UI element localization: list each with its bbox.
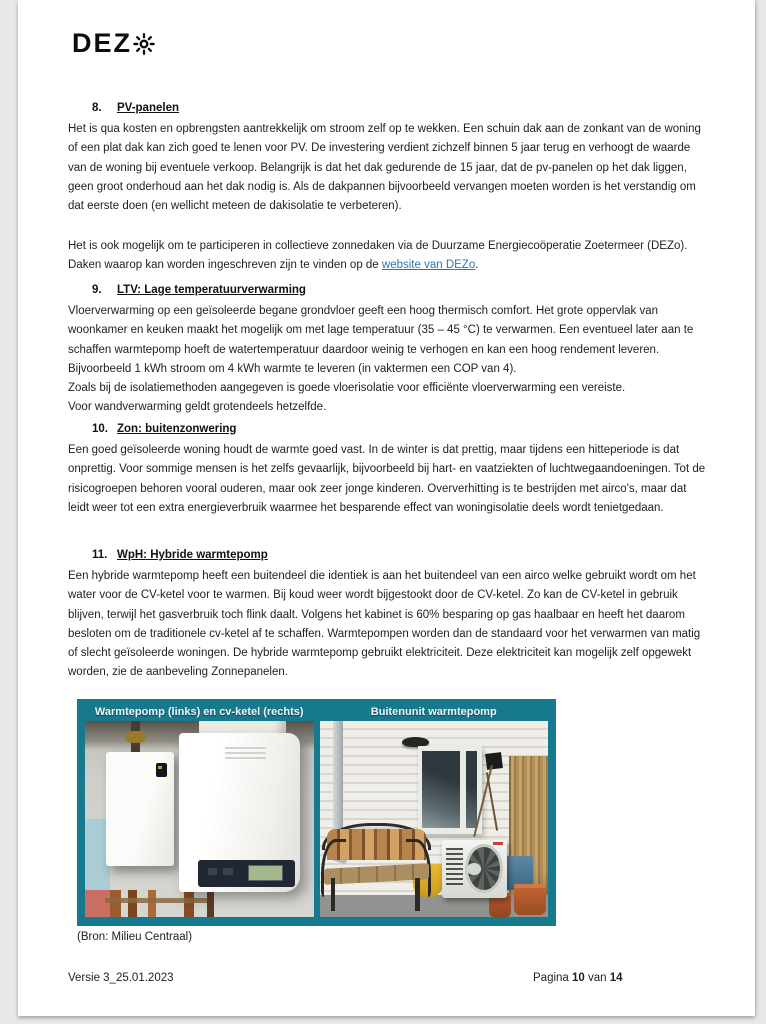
footer-page-current: 10 (572, 972, 585, 984)
figure-warmtepomp (77, 699, 556, 926)
section-heading-ltv (68, 281, 708, 300)
section-number: 10. (92, 423, 108, 435)
section-number: 9. (92, 284, 102, 296)
photo-shape (225, 747, 266, 761)
photo-shape (486, 772, 498, 830)
logo-text: DEZ (72, 28, 132, 58)
paragraph-text: Een hybride warmtepomp heeft een buitendeel die identiek is aan het buitendeel van een airco welke gebruikt wordt om het water voor de CV-ketel voor te warmen. Bij koud weer wordt bijgestookt door de CV-ketel. Zo kan de CV-ketel in gebruik blijven, terwijl het gasverbruik toch flink daalt. Volgens het kabinet is 60% besparing op gas haalbaar en heeft het daarom besloten om de traditionele cv-ketel af te schaffen. Warmtepompen worden dan de standaard voor het verwarmen van matig of slecht geïsoleerde woningen. De hybride warmtepomp gebruikt elektriciteit. Deze elektriciteit kan mogelijk zelf opgewekt worden, zie de aanbeveling Zonnepanelen. (68, 570, 701, 679)
section-warmtepomp-paragraph (68, 567, 708, 683)
dezo-logo (72, 28, 155, 59)
photo-shape (99, 890, 245, 917)
section-pv-paragraph-2 (68, 237, 708, 276)
paragraph-text: Het is ook mogelijk om te participeren in collectieve zonnedaken via de Duurzame Energiecoöperatie Zoetermeer (DEZo). Daken waarop kan worden ingeschreven zijn te vinden op de (68, 240, 688, 272)
section-title: PV-panelen (117, 102, 179, 114)
photo-heat-pump-unit (106, 752, 175, 866)
paragraph-text: Een goed geïsoleerde woning houdt de warmte goed vast. In de winter is dat prettig, maar tijdens een hitteperiode is dat onprettig. Voor sommige mensen is het zelfs gevaarlijk, bijvoorbeeld bij hart- en vaatziekten of luchtwegaandoeningen. Tot de risicogroepen behoren vooral ouderen, maar ook zeer jonge kinderen. Oververhitting is te bestrijden met airco's, maar dat leidt weer tot een extra energieverbruik waarmee het besparende effect van woningisolatie deels wordt tenietgedaan. (68, 444, 706, 514)
photo-shape (493, 842, 503, 845)
section-heading-pv-panelen (68, 99, 708, 118)
photo-window (418, 746, 482, 834)
photo-cv-ketel-unit (179, 733, 300, 892)
photo-outdoor-heat-pump (442, 840, 507, 899)
photo-shape (248, 865, 283, 880)
photo-shape (223, 868, 233, 876)
photo-shape (415, 878, 420, 911)
section-ltv-paragraph (68, 302, 708, 418)
section-heading-zonwering (68, 420, 708, 439)
photo-shape (422, 751, 477, 829)
figure-source-caption: (Bron: Milieu Centraal) (77, 931, 193, 943)
photo-shape (125, 731, 146, 743)
paragraph-text: Het is qua kosten en opbrengsten aantrekkelijk om stroom zelf op te wekken. Een schuin dak aan de zonkant van de woning of een plat dak kan zich goed te lenen voor PV. De investering verdient zichzelf binnen 5 jaar terug en verhoogt de waarde van de woning bij eventuele verkoop. Belangrijk is dat het dak gedurende de 15 jaar, dat de pv-panelen op het dak liggen, geen groot onderhoud aan het dak nodig is. Als de dakpannen bijvoorbeeld vervangen moeten worden is het verstandig om dat eerste doen (en wellicht meteen de dakisolatie te verbeteren). (68, 123, 701, 213)
footer-version: Versie 3_25.01.2023 (68, 972, 174, 984)
footer-page-total: 14 (609, 972, 623, 984)
photo-indoor-warmtepomp-cv-ketel (85, 721, 314, 917)
section-number: 8. (92, 102, 102, 114)
photo-outdoor-buitenunit (320, 721, 549, 917)
paragraph-text: . (475, 259, 479, 272)
photo-shape (514, 884, 546, 915)
photo-shape (460, 746, 466, 834)
section-title: WpH: Hybride warmtepomp (117, 549, 268, 561)
section-zonwering-paragraph (68, 441, 708, 518)
photo-shape (331, 878, 336, 911)
footer-page-label: Pagina (533, 972, 569, 984)
section-title: LTV: Lage temperatuurverwarming (117, 284, 306, 296)
document-page (18, 0, 755, 1016)
footer-page-number (533, 972, 623, 984)
photo-shape (156, 763, 167, 778)
section-title: Zon: buitenzonwering (117, 423, 237, 435)
paragraph-text: Vloerverwarming op een geïsoleerde begane grondvloer geeft een hoog thermisch comfort. Het grote oppervlak van woonkamer en keuken maakt het mogelijk om met lage temperatuur (35 – 45 °C) te verwarmen. Een eventueel later aan te schaffen warmtepomp hoeft de watertemperatuur daardoor weinig te verhogen en kan een hoog rendement leveren. Bijvoorbeeld 1 kWh stroom om 4 kWh warmte te leveren (in vaktermen een COP van 4). (68, 305, 694, 375)
dezo-website-link[interactable]: website van DEZo (381, 259, 476, 272)
figure-caption-right: Buitenunit warmtepomp (370, 705, 497, 718)
photo-shape (446, 848, 463, 886)
section-number: 11. (92, 549, 108, 561)
section-pv-paragraph (68, 120, 708, 216)
photo-shape (208, 868, 218, 876)
sun-icon (133, 33, 155, 55)
photo-shape (198, 860, 295, 887)
footer-page-of: van (588, 972, 607, 984)
photo-shape (485, 752, 503, 770)
paragraph-text: Zoals bij de isolatiemethoden aangegeven is goede vloerisolatie voor efficiënte vloerverwarming een vereiste. (68, 382, 626, 395)
figure-caption-left: Warmtepomp (links) en cv-ketel (rechts) (94, 705, 304, 718)
section-heading-warmtepomp (68, 546, 708, 565)
paragraph-text: Voor wandverwarming geldt grotendeels hetzelfde. (68, 401, 327, 414)
